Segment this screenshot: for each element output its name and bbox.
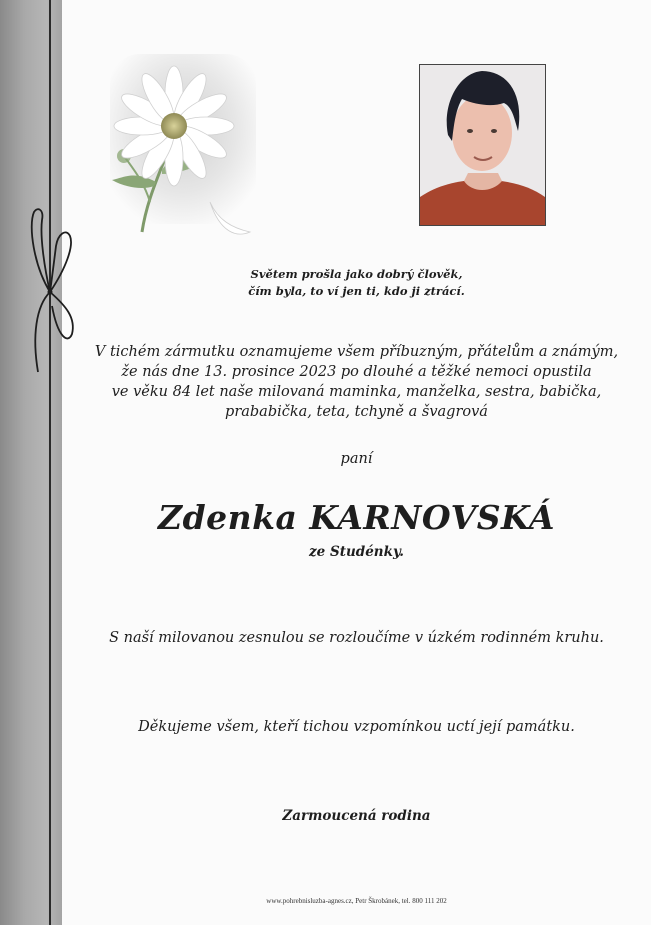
- motto-line: čím byla, to ví jen ti, kdo ji ztrácí.: [248, 284, 465, 298]
- portrait-image: [420, 65, 545, 225]
- farewell-text: S naší milovanou zesnulou se rozloučíme v úzkém rodinném kruhu.: [109, 630, 604, 646]
- signature: Zarmoucená rodina: [282, 808, 431, 824]
- motto: [62, 266, 651, 300]
- announcement: [62, 342, 651, 422]
- announcement-line: prababička, teta, tchyně a švagrová: [225, 404, 488, 420]
- footer-contact: www.pohrebnisluzba-agnes.cz, Petr Škrobánek, tel. 800 111 202: [266, 897, 447, 905]
- motto-line: Světem prošla jako dobrý člověk,: [250, 267, 463, 281]
- portrait-photo: [419, 64, 546, 226]
- thanks-text: Děkujeme všem, kteří tichou vzpomínkou uctí její památku.: [138, 719, 575, 735]
- side-band: [0, 0, 62, 925]
- announcement-line: ve věku 84 let naše milovaná maminka, manželka, sestra, babička,: [111, 384, 602, 400]
- deceased-origin: ze Studénky.: [309, 544, 404, 560]
- honorific: paní: [340, 451, 373, 467]
- announcement-line: V tichém zármutku oznamujeme všem příbuzným, přátelům a známým,: [94, 344, 619, 360]
- announcement-line: že nás dne 13. prosince 2023 po dlouhé a těžké nemoci opustila: [121, 364, 592, 380]
- side-ribbon-line: [49, 0, 51, 925]
- daisy-flower-icon: [104, 52, 260, 242]
- deceased-name: Zdenka KARNOVSKÁ: [158, 498, 555, 537]
